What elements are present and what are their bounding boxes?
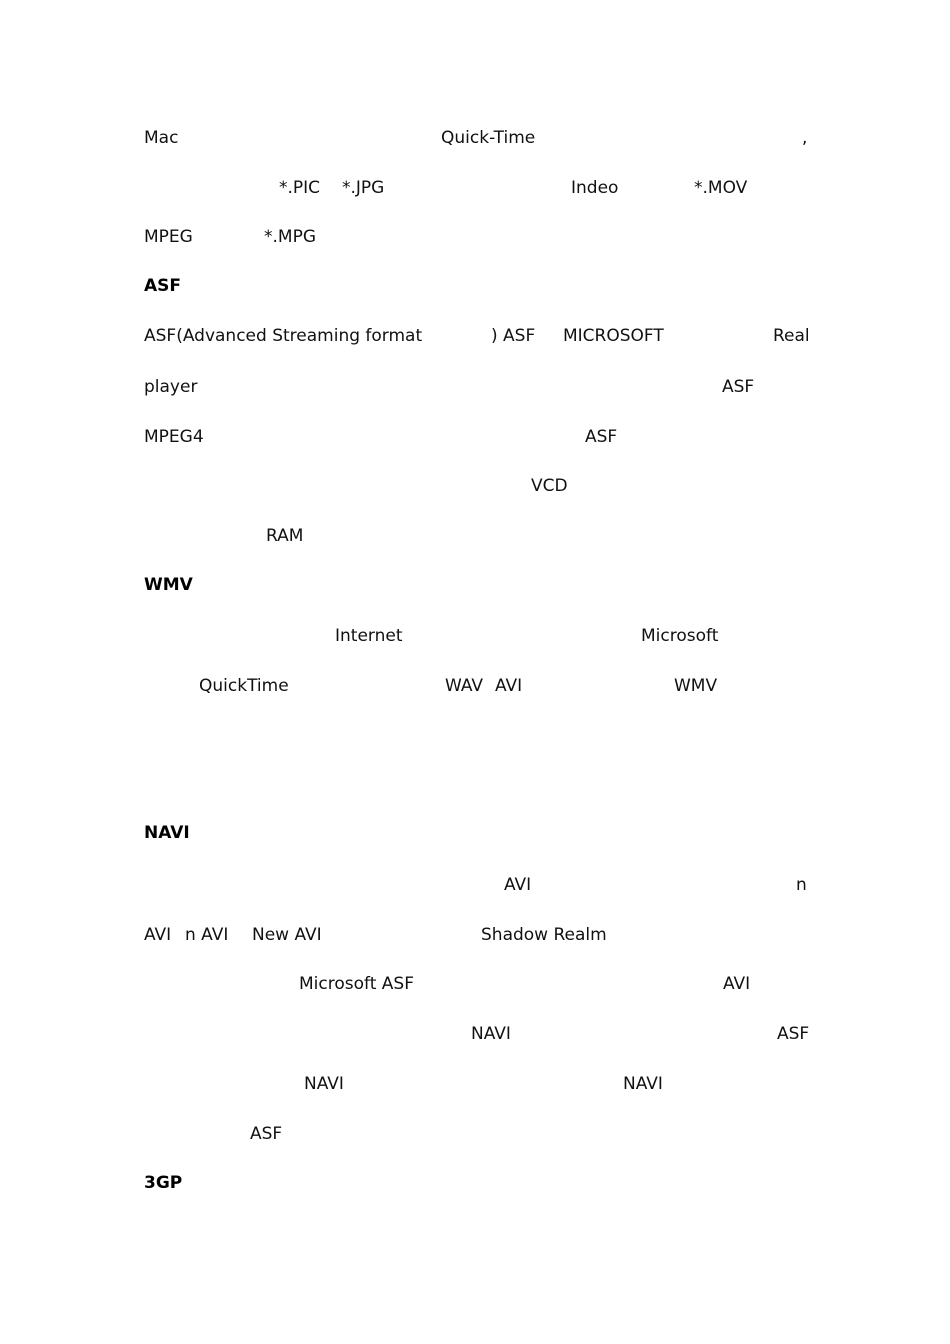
text-avi: AVI	[144, 925, 172, 945]
text-microsoft-caps: MICROSOFT	[563, 326, 664, 346]
text-mpg-ext: *.MPG	[264, 227, 316, 247]
text-n-avi: n AVI	[185, 925, 229, 945]
text-ram: RAM	[266, 526, 304, 546]
text-navi: NAVI	[304, 1074, 344, 1094]
text-shadow-realm: Shadow Realm	[481, 925, 607, 945]
text-wav: WAV	[445, 676, 484, 696]
text-asf: ASF	[585, 427, 618, 447]
text-mpeg4: MPEG4	[144, 427, 204, 447]
text-mov-ext: *.MOV	[694, 178, 748, 198]
text-avi: AVI	[504, 875, 532, 895]
text-asf: ASF	[722, 377, 755, 397]
text-player: player	[144, 377, 198, 397]
text-internet: Internet	[335, 626, 403, 646]
text-quicktime: QuickTime	[199, 676, 289, 696]
text-asf: ASF	[250, 1124, 283, 1144]
section-heading-navi: NAVI	[144, 823, 190, 843]
text-asf-paren: ) ASF	[491, 326, 536, 346]
text-wmv: WMV	[674, 676, 718, 696]
text-jpg-ext: *.JPG	[342, 178, 385, 198]
text-indeo: Indeo	[571, 178, 619, 198]
text-asf: ASF	[777, 1024, 810, 1044]
text-asf-full-name: ASF(Advanced Streaming format	[144, 326, 423, 346]
text-microsoft-asf: Microsoft ASF	[299, 974, 414, 994]
text-n: n	[796, 875, 807, 895]
text-new-avi: New AVI	[252, 925, 322, 945]
text-navi: NAVI	[471, 1024, 511, 1044]
section-heading-3gp: 3GP	[144, 1173, 183, 1193]
text-real: Real	[773, 326, 810, 346]
text-avi: AVI	[723, 974, 751, 994]
text-pic-ext: *.PIC	[279, 178, 321, 198]
text-navi: NAVI	[623, 1074, 663, 1094]
section-heading-wmv: WMV	[144, 575, 193, 595]
section-heading-asf: ASF	[144, 276, 182, 296]
text-quick-time: Quick-Time	[441, 128, 536, 148]
text-mac: Mac	[144, 128, 179, 148]
text-mpeg: MPEG	[144, 227, 193, 247]
text-vcd: VCD	[531, 476, 568, 496]
text-comma: ,	[802, 128, 808, 148]
text-microsoft: Microsoft	[641, 626, 719, 646]
text-avi: AVI	[495, 676, 523, 696]
